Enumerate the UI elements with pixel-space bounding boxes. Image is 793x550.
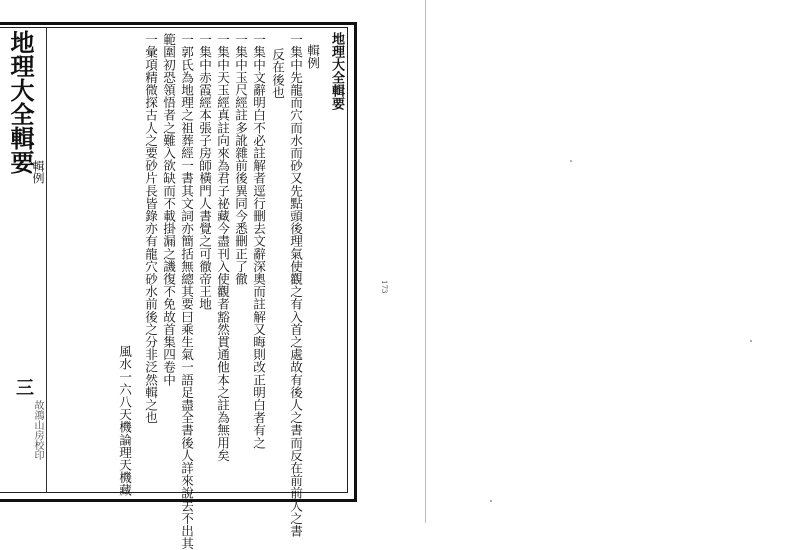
gutter-line xyxy=(425,0,426,523)
page-title: 地理大全輯要 xyxy=(329,32,344,110)
text-column-9: 一彙項精微探古人之要砂片長皆錄亦有龍穴砂水前後之分非泛然輯之也 xyxy=(143,33,158,424)
page-footer: 風水一六八天機論理天機藏 xyxy=(117,345,132,497)
text-column-6: 一集中赤霞經本張子房師橫門人書覺之可徹帝王地 xyxy=(197,33,212,311)
paper-speck xyxy=(570,160,572,162)
paper-speck xyxy=(750,340,752,342)
text-column-3: 一集中文辭明白不必註解者逕行刪去文辭深奧而註解又晦則改正明白者有之 xyxy=(251,33,266,449)
text-column-8: 範圍初恐領悟者之難入欲缺而不載掛漏之譏復不免故首集四卷中 xyxy=(161,33,176,386)
text-column-1: 一集中先龍而穴而水而砂又先點頭後理氣使觀之有入首之處故有後人之書而反在前前人之書 xyxy=(288,33,303,537)
text-column-2: 反在後也 xyxy=(270,48,285,99)
spine-page-number: 三 xyxy=(13,378,34,396)
spine-section: 輯例 xyxy=(31,160,45,184)
spine-seal: 故鴻山房校印 xyxy=(32,400,43,460)
center-fold-line xyxy=(46,28,47,492)
text-column-4: 一集中玉尺經註多訛雜前後異同今悉刪正了徹 xyxy=(233,33,248,285)
right-page-blank xyxy=(430,0,793,523)
text-column-7: 一郭氏為地理之祖葬經一書其文詞亦簡括無總其要曰乘生氣一語足盡全書後人詳來說去不出其 xyxy=(179,33,194,550)
paper-speck xyxy=(490,500,492,502)
subtitle: 輯例 xyxy=(305,44,320,70)
text-column-5: 一集中天玉經真註向來為君子祕藏今盡刊入使觀者豁然貫通他本之註為無用矣 xyxy=(215,33,230,462)
spine-title: 地理大全輯要 xyxy=(6,30,35,174)
page-mark: 173 xyxy=(380,280,388,294)
